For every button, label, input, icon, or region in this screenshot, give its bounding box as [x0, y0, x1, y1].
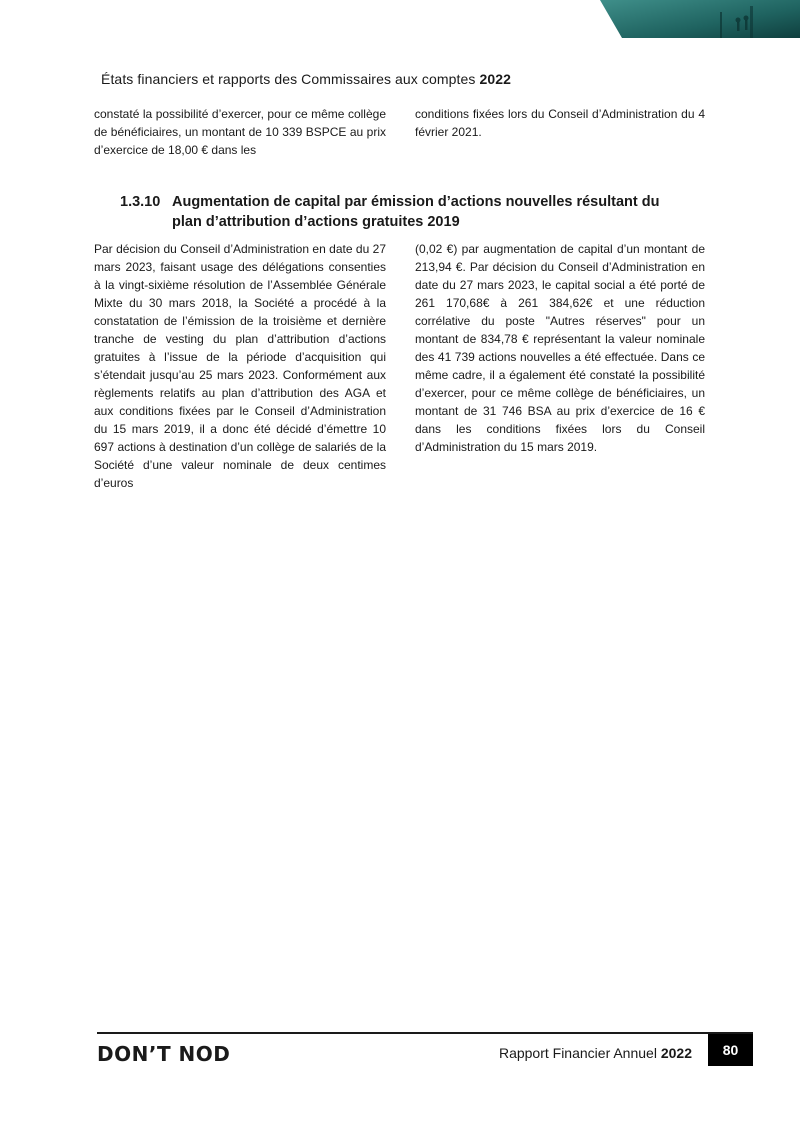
section-title-line1: Augmentation de capital par émission d’actions nouvelles résultant du — [172, 194, 660, 210]
dontnod-logo: DON’T NOD — [97, 1042, 231, 1066]
footer-year: 2022 — [660, 1045, 692, 1061]
header-title: États financiers et rapports des Commissaires aux comptes — [101, 71, 476, 87]
body-paragraph-left: Par décision du Conseil d’Administration en date du 27 mars 2023, faisant usage des délégations consenties à la vingt-sixième résolution de l’Assemblée Générale Mixte du 30 mars 2018, la Société a procédé à la constatation de l’émission de la troisième et dernière tranche de vesting du plan d’attribution d’actions gratuites à l’issue de la période d’acquisition qui s’étendait jusqu’au 25 mars 2023. Conformément aux règlements relatifs au plan d’attribution des AGA et aux conditions fixées par le Conseil d’Administration du 15 mars 2019, il a donc été décidé d’émettre 10 697 actions à destination d’un collège de salariés de la Société d’une valeur nominale de deux centimes d’euros — [94, 242, 386, 490]
body-paragraph-right: (0,02 €) par augmentation de capital d’un montant de 213,94 €. Par décision du Conseil d’Administration en date du 27 mars 2023, le capital social a été porté de 261 170,68€ à 261 384,62€ et une réduction corrélative du poste "Autres réserves" pour un montant de 834,78 € représentant la valeur nominale des 41 739 actions nouvelles a été effectuée. Dans ce même cadre, il a également été constaté la possibilité d’exercer, pour ce même collège de bénéficiaires, un montant de 31 746 BSA au prix d’exercice de 16 € dans les conditions fixées lors du Conseil d’Administration du 15 mars 2019. — [415, 242, 705, 454]
continued-text-left: constaté la possibilité d’exercer, pour ce même collège de bénéficiaires, un montant de 10 339 BSPCE au prix d’exercice de 18,00 € dans les — [94, 107, 386, 157]
footer-report-title — [499, 1045, 692, 1061]
page-number: 80 — [708, 1034, 753, 1066]
footer-divider — [97, 1032, 753, 1034]
section-heading — [120, 192, 700, 232]
section-title-line2: plan d’attribution d’actions gratuites 2019 — [172, 214, 460, 230]
header-corner-artwork — [600, 0, 800, 38]
page-header — [101, 71, 511, 87]
section-number: 1.3.10 — [120, 194, 161, 210]
footer-report-name: Rapport Financier Annuel — [498, 1045, 657, 1061]
header-year: 2022 — [479, 71, 512, 87]
continued-text-right: conditions fixées lors du Conseil d’Administration du 4 février 2021. — [415, 107, 705, 139]
